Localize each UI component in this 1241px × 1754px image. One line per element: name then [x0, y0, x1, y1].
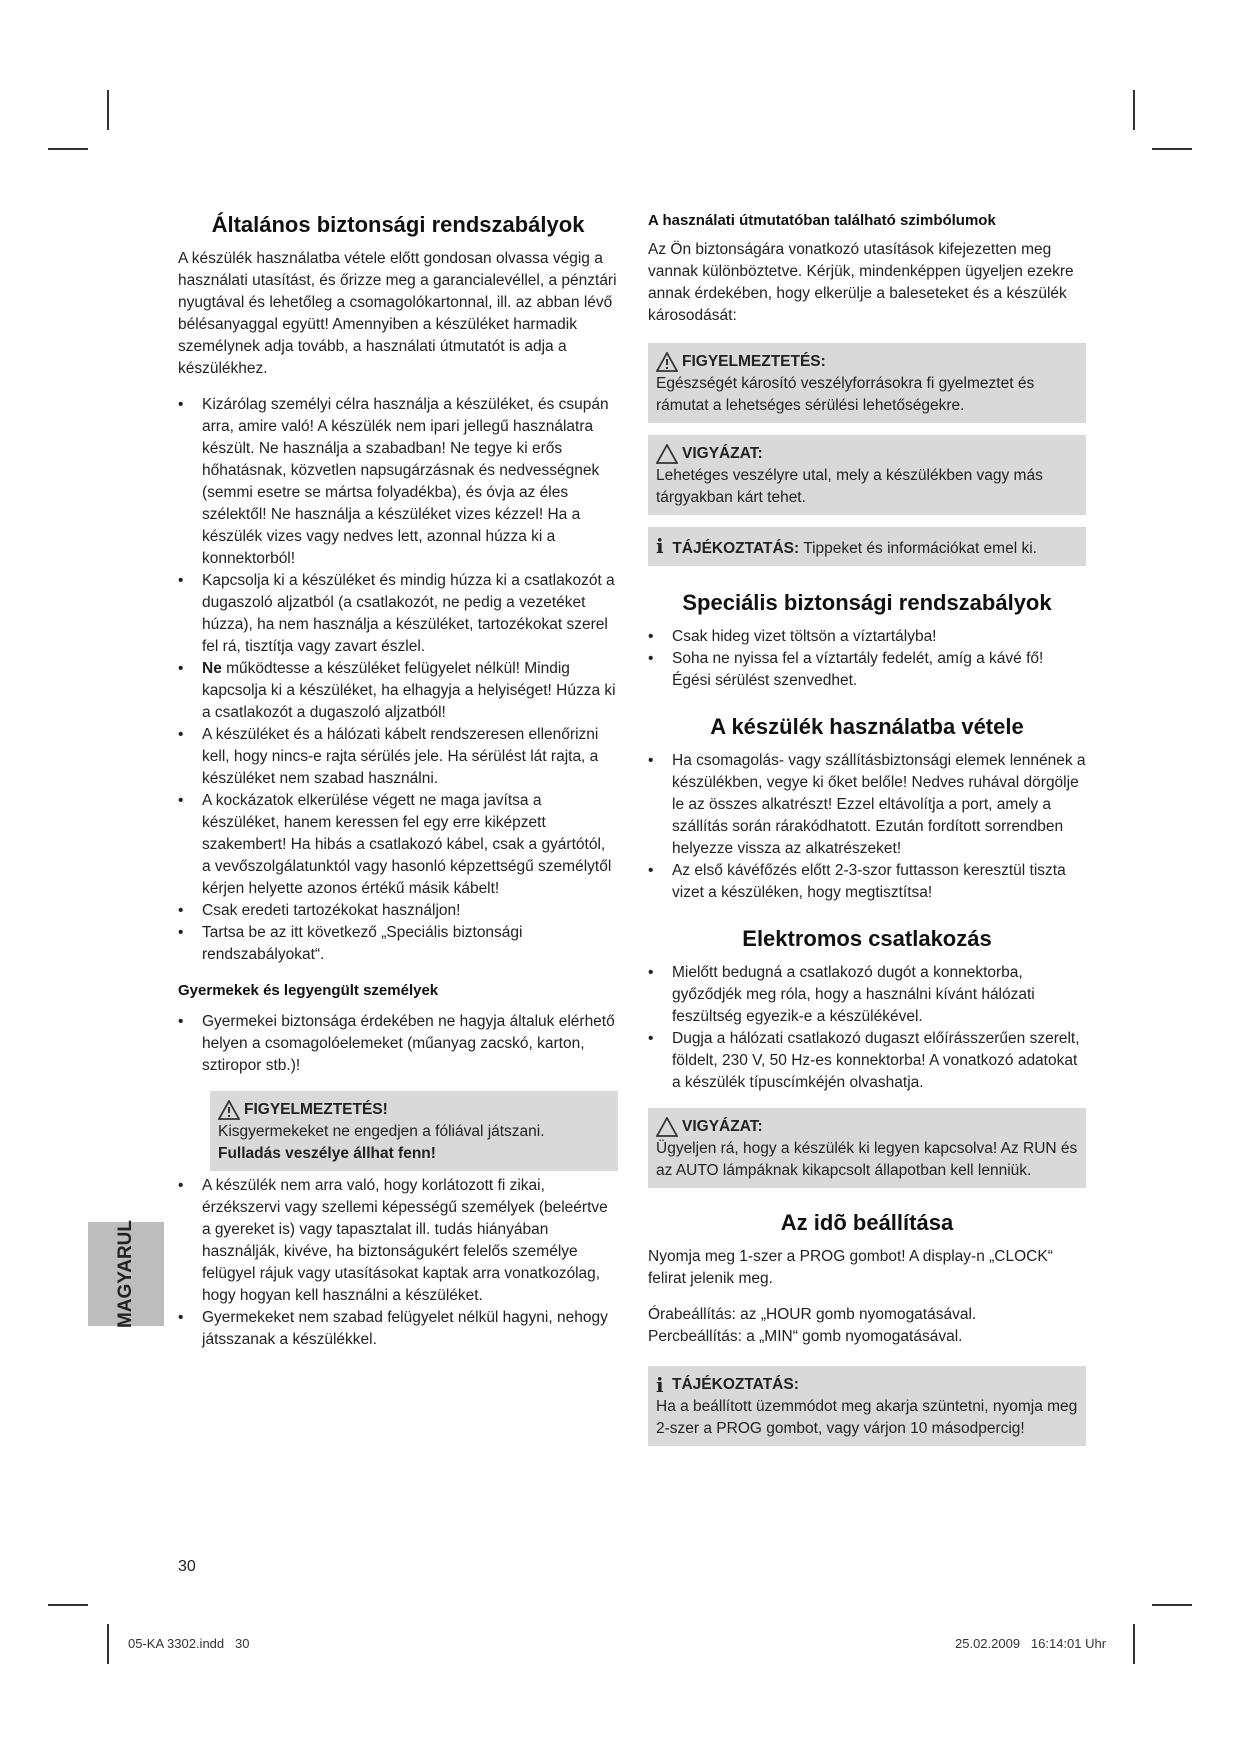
warning-box	[648, 343, 1086, 423]
crop-mark	[1152, 1604, 1192, 1606]
hour-setting: Órabeállítás: az „HOUR gomb nyomogatásával.	[648, 1306, 977, 1323]
warning-title: FIGYELMEZTETÉS:	[682, 353, 826, 370]
footer-filename: 05-KA 3302.indd 30	[128, 1636, 250, 1651]
right-column	[648, 212, 1086, 1458]
warning-text-bold: Fulladás veszélye állhat fenn!	[218, 1145, 436, 1162]
page-number: 30	[178, 1558, 196, 1575]
list-item	[178, 658, 618, 724]
special-safety-list	[648, 626, 1086, 692]
list-item-text: működtesse a készüléket felügyelet nélkül! Mindig kapcsolja ki a készüléket, ha elhagyja a helyiséget! Húzza ki a csatlakozót a dugaszoló aljzatból!	[202, 660, 616, 721]
list-item: • Gyermekeket nem szabad felügyelet nélkül hagyni, nehogy játsszanak a készülékkel.	[178, 1307, 618, 1351]
info-icon: i	[656, 534, 664, 558]
time-setting-heading: Az idõ beállítása	[780, 1210, 954, 1235]
caution-box	[648, 1108, 1086, 1188]
list-item: • Soha ne nyissa fel a víztartály fedelét, amíg a kávé fő! Égési sérülést szenvedhet.	[648, 648, 1086, 692]
general-safety-intro: A készülék használatba vétele előtt gondosan olvassa végig a használati utasítást, és őrizze meg a garancialevéllel, a pénztári nyugtával és lehetőleg a csomagolókartonnal, ill. az abban lévő bélésanyaggal együtt! Amennyiben a készüléket harmadik személynek adja tovább, a használati útmutatót is adja a készülékhez.	[178, 250, 617, 377]
warning-text: Egészségét károsító veszélyforrásokra fi gyelmeztet és rámutat a lehetséges sérülési lehetőségekre.	[656, 375, 1035, 414]
bold-word: Ne	[202, 660, 222, 677]
caution-triangle-icon	[656, 1117, 678, 1137]
caution-title: VIGYÁZAT:	[682, 445, 763, 462]
children-list-2	[178, 1175, 618, 1351]
crop-mark	[1152, 148, 1192, 150]
warning-text-normal: Kisgyermekeket ne engedjen a fóliával játszani.	[218, 1123, 545, 1140]
warning-triangle-icon	[218, 1100, 240, 1120]
general-safety-list	[178, 394, 618, 966]
electrical-heading: Elektromos csatlakozás	[742, 926, 992, 951]
symbols-intro: Az Ön biztonságára vonatkozó utasítások kifejezetten meg vannak különböztetve. Kérjük, mindenképpen ügyeljen ezekre annak érdekében, hogy elkerülje a baleseteket és a készülék károsodását:	[648, 241, 1074, 324]
info-box	[648, 527, 1086, 566]
crop-mark	[107, 90, 109, 130]
info-text: Ha a beállított üzemmódot meg akarja szüntetni, nyomja meg 2-szer a PROG gombot, vagy várjon 10 másodpercig!	[656, 1398, 1078, 1437]
crop-mark	[1133, 90, 1135, 130]
crop-mark	[48, 1604, 88, 1606]
list-item: • Az első kávéfőzés előtt 2-3-szor futtasson keresztül tiszta vizet a készüléken, hogy megtisztítsa!	[648, 860, 1086, 904]
caution-text: Lehetéges veszélyre utal, mely a készülékben vagy más tárgyakban kárt tehet.	[656, 467, 1043, 506]
list-item: • Gyermekei biztonsága érdekében ne hagyja általuk elérhető helyen a csomagolóelemeket (műanyag zacskó, karton, sztiropor stb.)!	[178, 1011, 618, 1077]
language-label: MAGYARUL	[115, 1219, 136, 1329]
footer-timestamp: 25.02.2009 16:14:01 Uhr	[955, 1636, 1107, 1651]
children-list	[178, 1011, 618, 1077]
warning-box	[210, 1091, 618, 1171]
first-use-heading: A készülék használatba vétele	[710, 714, 1024, 739]
caution-box	[648, 435, 1086, 515]
time-setting-intro: Nyomja meg 1-szer a PROG gombot! A display-n „CLOCK“ felirat jelenik meg.	[648, 1248, 1053, 1287]
crop-mark	[107, 1624, 109, 1664]
info-text: Tippeket és információkat emel ki.	[799, 540, 1037, 557]
crop-mark	[48, 148, 88, 150]
info-box	[648, 1366, 1086, 1446]
info-icon: i	[656, 1373, 664, 1397]
first-use-list	[648, 750, 1086, 904]
caution-title: VIGYÁZAT:	[682, 1118, 763, 1135]
list-item: • A készülék nem arra való, hogy korlátozott fi zikai, érzékszervi vagy szellemi képességű személyek (beleértve a gyereket is) vagy tapasztalat ill. tudás hiányában használják, kivéve, ha biztonságukért felelős személye felügyel rájuk vagy utasításokat kaptak arra vonatkozólag, hogy hogyan kell használni a készüléket.	[178, 1175, 618, 1307]
list-item: • Mielőtt bedugná a csatlakozó dugót a konnektorba, győződjék meg róla, hogy a használni kívánt hálózati feszültség egyezik-e a készülékével.	[648, 962, 1086, 1028]
list-item: • A készüléket és a hálózati kábelt rendszeresen ellenőrizni kell, hogy nincs-e rajta sérülés jele. Ha sérülést lát rajta, a készüléket nem szabad használni.	[178, 724, 618, 790]
general-safety-heading: Általános biztonsági rendszabályok	[211, 212, 585, 237]
list-item: • Tartsa be az itt következő „Speciális biztonsági rendszabályokat“.	[178, 922, 618, 966]
list-item: • Dugja a hálózati csatlakozó dugaszt előírásszerűen szerelt, földelt, 230 V, 50 Hz-es konnektorba! A vonatkozó adatokat a készülék típuscímkéjén olvashatja.	[648, 1028, 1086, 1094]
caution-text: Ügyeljen rá, hogy a készülék ki legyen kapcsolva! Az RUN és az AUTO lámpáknak kikapcsolt állapotban kell lenniük.	[656, 1140, 1078, 1179]
electrical-list	[648, 962, 1086, 1094]
info-title: TÁJÉKOZTATÁS:	[672, 540, 800, 557]
special-safety-heading: Speciális biztonsági rendszabályok	[682, 590, 1052, 615]
children-heading: Gyermekek és legyengült személyek	[178, 982, 439, 999]
list-item: • Csak hideg vizet töltsön a víztartályba!	[648, 626, 1086, 648]
list-item: • Ha csomagolás- vagy szállításbiztonsági elemek lennének a készülékben, vegye ki őket belőle! Nedves ruhával dörgölje le az összes alkatrészt! Ezzel eltávolítja a port, amely a szállítás során rárakódhatott. Ezután fordított sorrendben helyezze vissza az alkatrészeket!	[648, 750, 1086, 860]
left-column	[178, 212, 618, 1367]
list-item: • Kapcsolja ki a készüléket és mindig húzza ki a csatlakozót a dugaszoló aljzatból (a csatlakozót, ne pedig a vezetéket húzza), ha nem használja a készüléket, tartozékokat szerel fel rá, tisztítja vagy zavart észlel.	[178, 570, 618, 658]
language-tab	[88, 1219, 164, 1329]
list-item: • Csak eredeti tartozékokat használjon!	[178, 900, 618, 922]
minute-setting: Percbeállítás: a „MIN“ gomb nyomogatásával.	[648, 1328, 963, 1345]
info-title: TÁJÉKOZTATÁS:	[672, 1376, 799, 1393]
list-item: • Kizárólag személyi célra használja a készüléket, és csupán arra, amire való! A készülék nem ipari jellegű használatra készült. Ne használja a szabadban! Ne tegye ki erős hőhatásnak, közvetlen napsugárzásnak és nedvességnek (semmi esetre se mártsa folyadékba), és óvja az éles szélektől! Ne használja a készüléket vizes kézzel! Ha a készülék vizes vagy nedves lett, azonnal húzza ki a konnektorból!	[178, 394, 618, 570]
symbols-heading: A használati útmutatóban található szimbólumok	[648, 212, 996, 229]
caution-triangle-icon	[656, 444, 678, 464]
crop-mark	[1133, 1624, 1135, 1664]
warning-title: FIGYELMEZTETÉS!	[244, 1101, 388, 1118]
warning-text	[218, 1121, 610, 1165]
list-item: • A kockázatok elkerülése végett ne maga javítsa a készüléket, hanem keressen fel egy erre kiképzett szakembert! Ha hibás a csatlakozó kábel, csak a gyártótól, a vevőszolgálatunktól vagy hasonló képzettségű személytől kérjen helyette azonos értékű másik kábelt!	[178, 790, 618, 900]
warning-triangle-icon	[656, 352, 678, 372]
